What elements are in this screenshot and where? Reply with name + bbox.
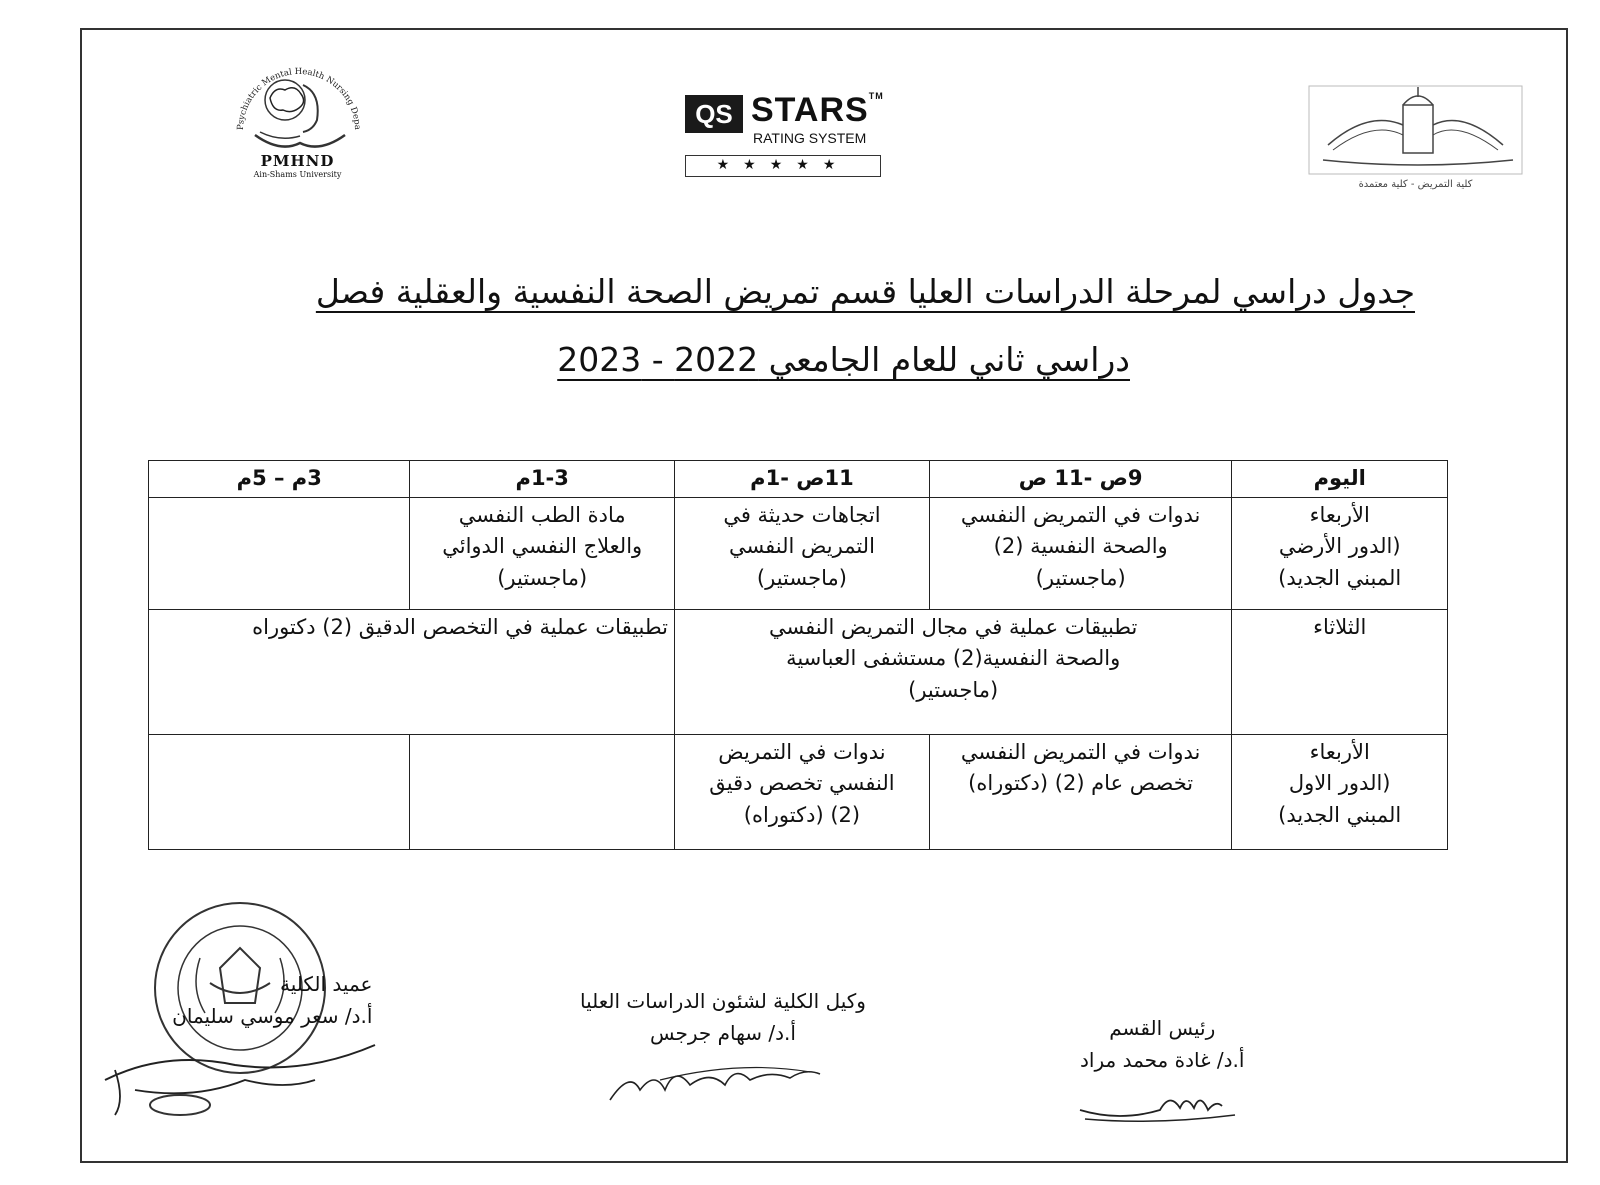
- row3-slot4: [149, 734, 410, 849]
- head-name: أ.د/ غادة محمد مراد: [1080, 1048, 1245, 1072]
- schedule-table: [148, 460, 1448, 850]
- dean-name: أ.د/ سعر موسي سليمان: [172, 1004, 373, 1028]
- row1-slot3: مادة الطب النفسي والعلاج النفسي الدوائي (ماجستير): [410, 497, 674, 609]
- header-slot-1-3: 1-3م: [410, 461, 674, 498]
- star-rating-icon: ★★★★★: [685, 155, 881, 177]
- pmhnd-logo: [225, 60, 370, 185]
- pmhnd-abbr: PMHND: [260, 152, 335, 170]
- header-slot-3-5: 3م – 5م: [149, 461, 410, 498]
- header-slot-9-11: 9ص -11 ص: [929, 461, 1231, 498]
- row2-merged-afternoon: تطبيقات عملية في التخصص الدقيق (2) دكتوراه: [149, 609, 675, 734]
- row3-slot1: ندوات في التمريض النفسي تخصص عام (2) (دكتوراه): [929, 734, 1231, 849]
- pmhnd-university: Ain-Shams University: [253, 170, 342, 179]
- row1-day: الأربعاء (الدور الأرضي المبني الجديد): [1232, 497, 1448, 609]
- qs-title: STARS: [751, 91, 869, 129]
- signature-block-head: [1080, 1012, 1244, 1076]
- row3-slot3: [410, 734, 674, 849]
- university-emblem: [1308, 85, 1523, 200]
- row3-slot2: ندوات في التمريض النفسي تخصص دقيق (2) (دكتوراه): [674, 734, 929, 849]
- page-title-line1: جدول دراسي لمرحلة الدراسات العليا قسم تمريض الصحة النفسية والعقلية فصل: [315, 272, 1415, 311]
- svg-text:Psychiatric Mental Health Nurs: Psychiatric Mental Health Nursing Depa: [235, 66, 363, 131]
- dean-title: عميد الكلية: [280, 972, 373, 996]
- table-row: [149, 497, 1448, 609]
- qs-subtitle: RATING SYSTEM: [753, 130, 867, 146]
- header-day: اليوم: [1232, 461, 1448, 498]
- header-slot-11-1: 11ص -1م: [674, 461, 929, 498]
- emblem-icon: [1308, 85, 1523, 175]
- head-title: رئيس القسم: [1109, 1016, 1216, 1040]
- vice-title: وكيل الكلية لشئون الدراسات العليا: [580, 989, 866, 1013]
- row2-day: الثلاثاء: [1232, 609, 1448, 734]
- signature-block-vice: [580, 985, 866, 1049]
- table-row: [149, 734, 1448, 849]
- brain-hands-icon: [225, 60, 370, 160]
- table-row: [149, 609, 1448, 734]
- row1-slot4: [149, 497, 410, 609]
- row3-day: الأربعاء (الدور الاول المبني الجديد): [1232, 734, 1448, 849]
- vice-name: أ.د/ سهام جرجس: [649, 1021, 796, 1045]
- page-title-line2: دراسي ثاني للعام الجامعي 2022 - 2023: [557, 340, 1130, 379]
- row2-merged-morning: تطبيقات عملية في مجال التمريض النفسي والصحة النفسية(2) مستشفى العباسية (ماجستير): [674, 609, 1231, 734]
- row1-slot1: ندوات في التمريض النفسي والصحة النفسية (2) (ماجستير): [929, 497, 1231, 609]
- row1-slot2: اتجاهات حديثة في التمريض النفسي (ماجستير): [674, 497, 929, 609]
- qs-box: QS: [685, 95, 743, 133]
- table-header-row: [149, 461, 1448, 498]
- signature-block-dean: [150, 968, 372, 1032]
- emblem-caption: كلية التمريض - كلية معتمدة: [1358, 179, 1473, 190]
- qs-stars-logo: [685, 91, 885, 185]
- vice-signature-icon: [600, 1050, 870, 1110]
- dean-signature-icon: [95, 1030, 395, 1120]
- head-signature-icon: [1075, 1085, 1245, 1125]
- qs-tm: TM: [868, 91, 884, 101]
